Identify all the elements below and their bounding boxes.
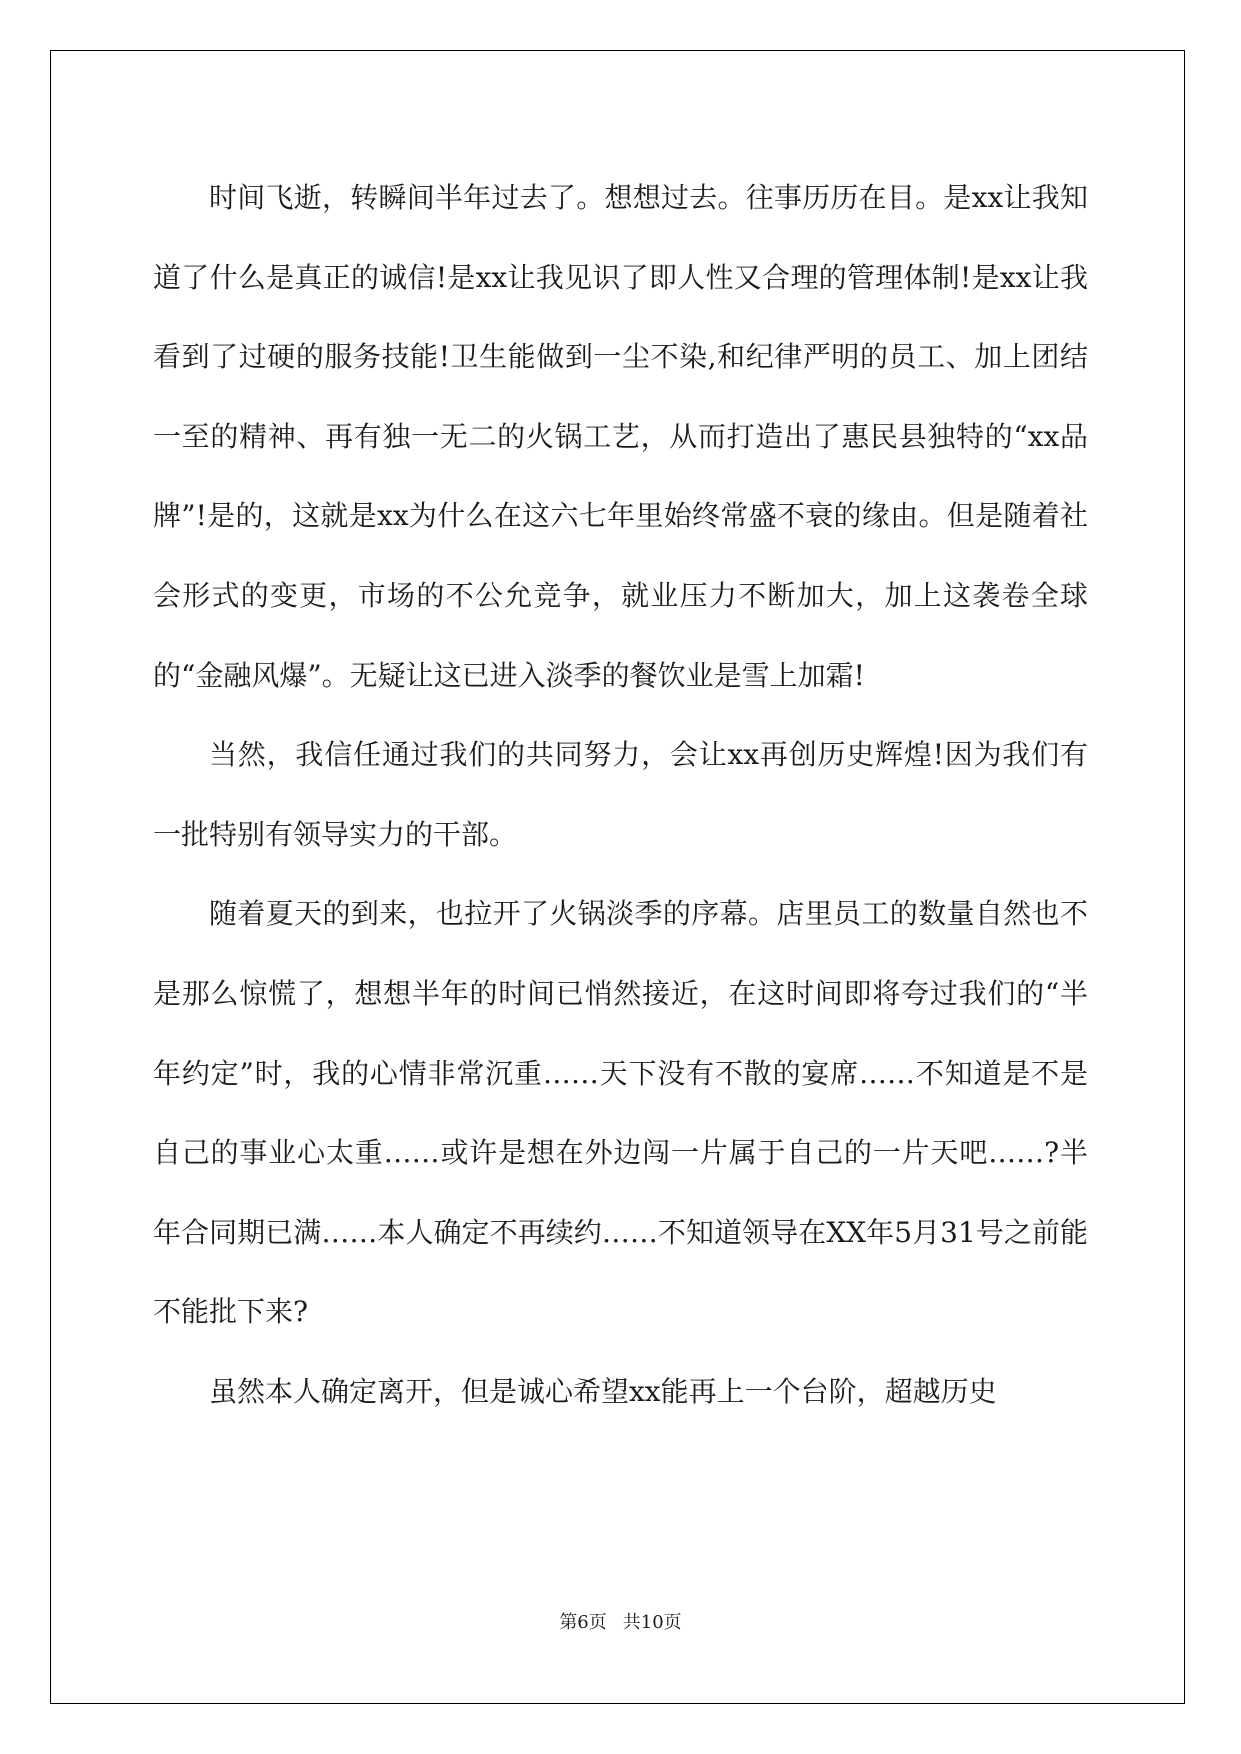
paragraph-1: 时间飞逝，转瞬间半年过去了。想想过去。往事历历在目。是xx让我知道了什么是真正的诚信!是xx让我见识了即人性又合理的管理体制!是xx让我看到了过硬的服务技能!卫生能做到一尘不染,和纪律严明的员工、加上团结一至的精神、再有独一无二的火锅工艺，从而打造出了惠民县独特的“xx品牌”!是的，这就是xx为什么在这六七年里始终常盛不衰的缘由。但是随着社会形式的变更，市场的不公允竞争，就业压力不断加大，加上这袭卷全球的“金融风爆”。无疑让这已进入淡季的餐饮业是雪上加霜! bbox=[153, 181, 1088, 692]
page-number: 第6页 bbox=[559, 1612, 607, 1633]
paragraph-4: 虽然本人确定离开，但是诚心希望xx能再上一个台阶，超越历史 bbox=[209, 1374, 997, 1408]
document-body bbox=[153, 158, 1088, 1432]
page-footer bbox=[0, 1608, 1241, 1634]
paragraph-2: 当然，我信任通过我们的共同努力，会让xx再创历史辉煌!因为我们有一批特别有领导实力的干部。 bbox=[153, 738, 1088, 851]
paragraph-3: 随着夏天的到来，也拉开了火锅淡季的序幕。店里员工的数量自然也不是那么惊慌了，想想半年的时间已悄然接近，在这时间即将夸过我们的“半年约定”时，我的心情非常沉重……天下没有不散的宴席……不知道是不是自己的事业心太重……或许是想在外边闯一片属于自己的一片天吧……?半年合同期已满……本人确定不再续约……不知道领导在XX年5月31号之前能不能批下来? bbox=[153, 897, 1088, 1329]
page-total: 共10页 bbox=[622, 1612, 682, 1633]
